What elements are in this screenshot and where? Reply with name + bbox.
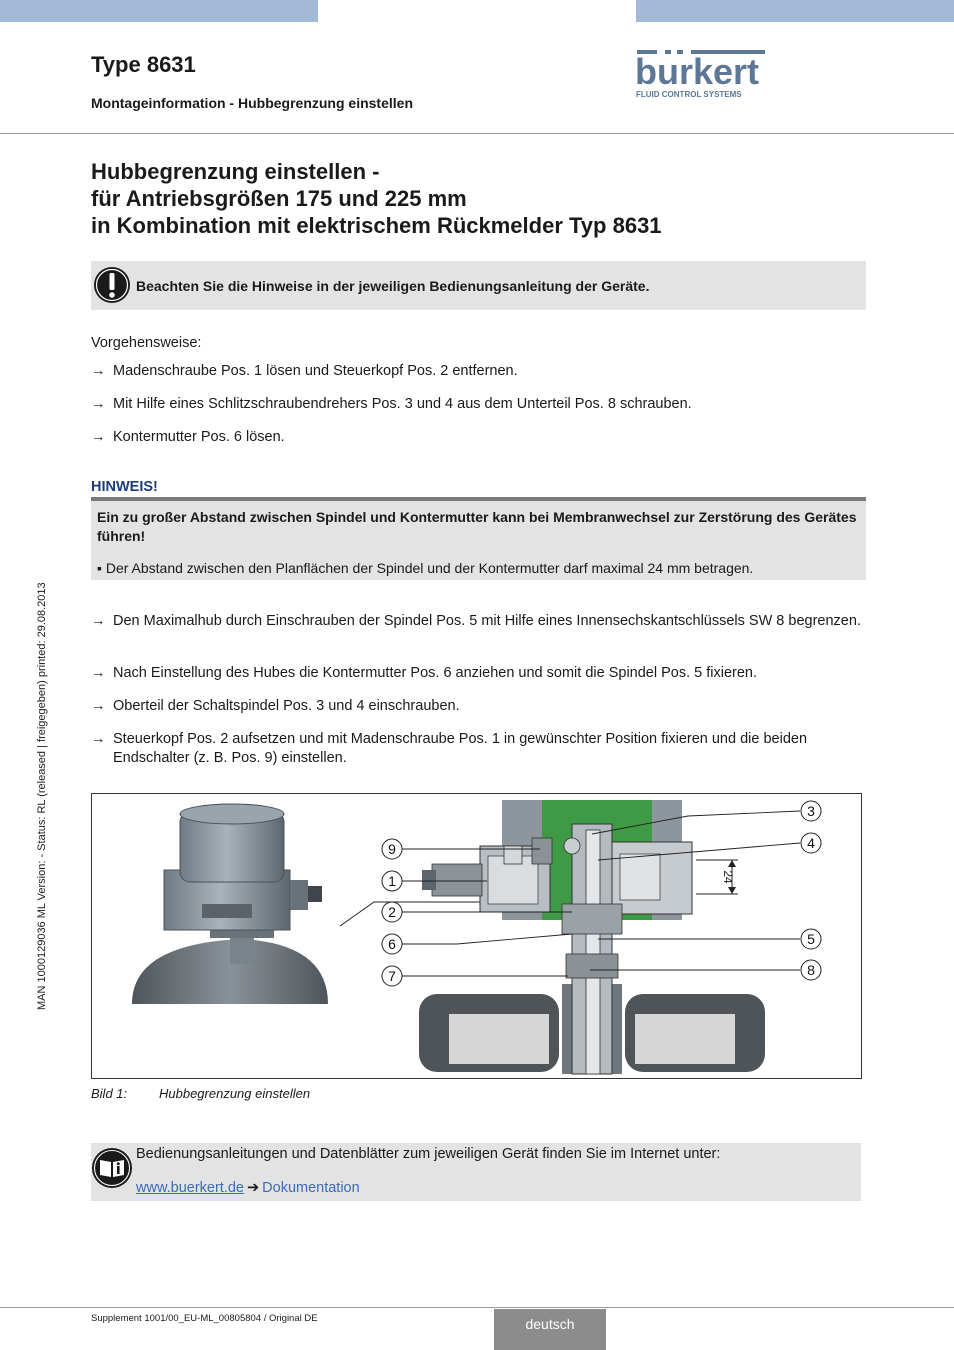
info-box: [91, 1143, 861, 1201]
step-text: Nach Einstellung des Hubes die Kontermutter Pos. 6 anziehen und somit die Spindel Pos. 5 fixieren.: [113, 665, 758, 681]
footer-rule: [0, 1307, 954, 1308]
arrow-icon: →: [91, 396, 106, 412]
notice-bullet: ▪ Der Abstand zwischen den Planflächen der Spindel und der Kontermutter darf maximal 24 mm betragen.: [97, 560, 754, 576]
language-tab: deutsch: [494, 1309, 606, 1350]
procedure-title: Vorgehensweise:: [91, 335, 202, 351]
heading-line-3: in Kombination mit elektrischem Rückmelder Typ 8631: [91, 213, 662, 238]
exclamation-icon: [93, 266, 131, 304]
step-text: Steuerkopf Pos. 2 aufsetzen und mit Madenschraube Pos. 1 in gewünschter Position fixieren und die beiden Endschalter (z. B. Pos. 9) einstellen.: [113, 731, 808, 766]
callout-3: 3: [807, 803, 815, 819]
dimension-label: 24: [721, 870, 735, 884]
step-text: Oberteil der Schaltspindel Pos. 3 und 4 einschrauben.: [113, 698, 460, 714]
arrow-icon: →: [91, 613, 106, 629]
step-7: [91, 730, 861, 768]
website-link[interactable]: www.buerkert.de: [136, 1180, 244, 1196]
callout-2: 2: [388, 904, 396, 920]
arrow-icon: →: [91, 731, 106, 747]
info-link: [136, 1180, 360, 1196]
main-heading: [91, 158, 662, 239]
logo-wordmark: burkert: [635, 51, 760, 92]
step-text: Mit Hilfe eines Schlitzschraubendrehers Pos. 3 und 4 aus dem Unterteil Pos. 8 schrauben.: [113, 396, 692, 412]
warning-note-text: Beachten Sie die Hinweise in der jeweiligen Bedienungsanleitung der Geräte.: [136, 278, 650, 294]
heading-line-2: für Antriebsgrößen 175 und 225 mm: [91, 186, 467, 211]
figure-caption: [91, 1086, 310, 1101]
stroke-limit-illustration: [92, 794, 861, 1078]
step-text: Madenschraube Pos. 1 lösen und Steuerkopf Pos. 2 entfernen.: [113, 363, 518, 379]
arrow-icon: →: [91, 698, 106, 714]
cross-section-illustration: [419, 800, 765, 1074]
callout-1: 1: [388, 873, 396, 889]
callout-8: 8: [807, 962, 815, 978]
callout-7: 7: [388, 968, 396, 984]
document-status-note: MAN 1000129036 ML Version: - Status: RL (released | freigegeben) printed: 29.08.2013: [36, 582, 48, 1010]
documentation-link[interactable]: Dokumentation: [262, 1180, 360, 1196]
document-subtitle: Montageinformation - Hubbegrenzung einstellen: [91, 95, 413, 111]
step-text: Kontermutter Pos. 6 lösen.: [113, 429, 285, 445]
step-2: [91, 395, 861, 414]
notice-box: [91, 501, 866, 580]
footer-reference: Supplement 1001/00_EU-ML_00805804 / Original DE: [91, 1313, 318, 1324]
notice-text: Ein zu großer Abstand zwischen Spindel und Kontermutter kann bei Membranwechsel zur Zerstörung des Gerätes führen!: [97, 509, 857, 544]
arrow-icon: →: [91, 429, 106, 445]
arrow-right-icon: ➔: [247, 1180, 260, 1196]
arrow-icon: →: [91, 665, 106, 681]
burkert-logo: [635, 48, 767, 100]
warning-note-box: [91, 261, 866, 310]
step-4: [91, 612, 861, 631]
figure-frame: [91, 793, 862, 1079]
logo-tagline: FLUID CONTROL SYSTEMS: [636, 90, 742, 99]
step-3: [91, 428, 861, 447]
dimension-marker: [696, 860, 738, 894]
caption-text: Hubbegrenzung einstellen: [159, 1086, 311, 1101]
step-text: Den Maximalhub durch Einschrauben der Spindel Pos. 5 mit Hilfe eines Innensechskantschlüssels SW 8 begrenzen.: [113, 613, 861, 629]
caption-label: Bild 1:: [91, 1086, 128, 1101]
callout-6: 6: [388, 936, 396, 952]
step-6: [91, 697, 861, 716]
document-type-title: Type 8631: [91, 52, 196, 77]
callout-4: 4: [807, 835, 815, 851]
header-rule: [0, 133, 954, 134]
device-overview-illustration: [132, 804, 328, 1004]
step-5: [91, 664, 861, 683]
info-text: Bedienungsanleitungen und Datenblätter zum jeweiligen Gerät finden Sie im Internet unter:: [136, 1146, 721, 1162]
arrow-icon: →: [91, 363, 106, 379]
heading-line-1: Hubbegrenzung einstellen -: [91, 159, 380, 184]
callout-9: 9: [388, 841, 396, 857]
step-1: [91, 362, 861, 381]
callout-5: 5: [807, 931, 815, 947]
top-bar-left: [0, 0, 318, 22]
top-bar-right: [636, 0, 954, 22]
notice-title: HINWEIS!: [91, 479, 158, 495]
manual-info-icon: [91, 1147, 133, 1189]
